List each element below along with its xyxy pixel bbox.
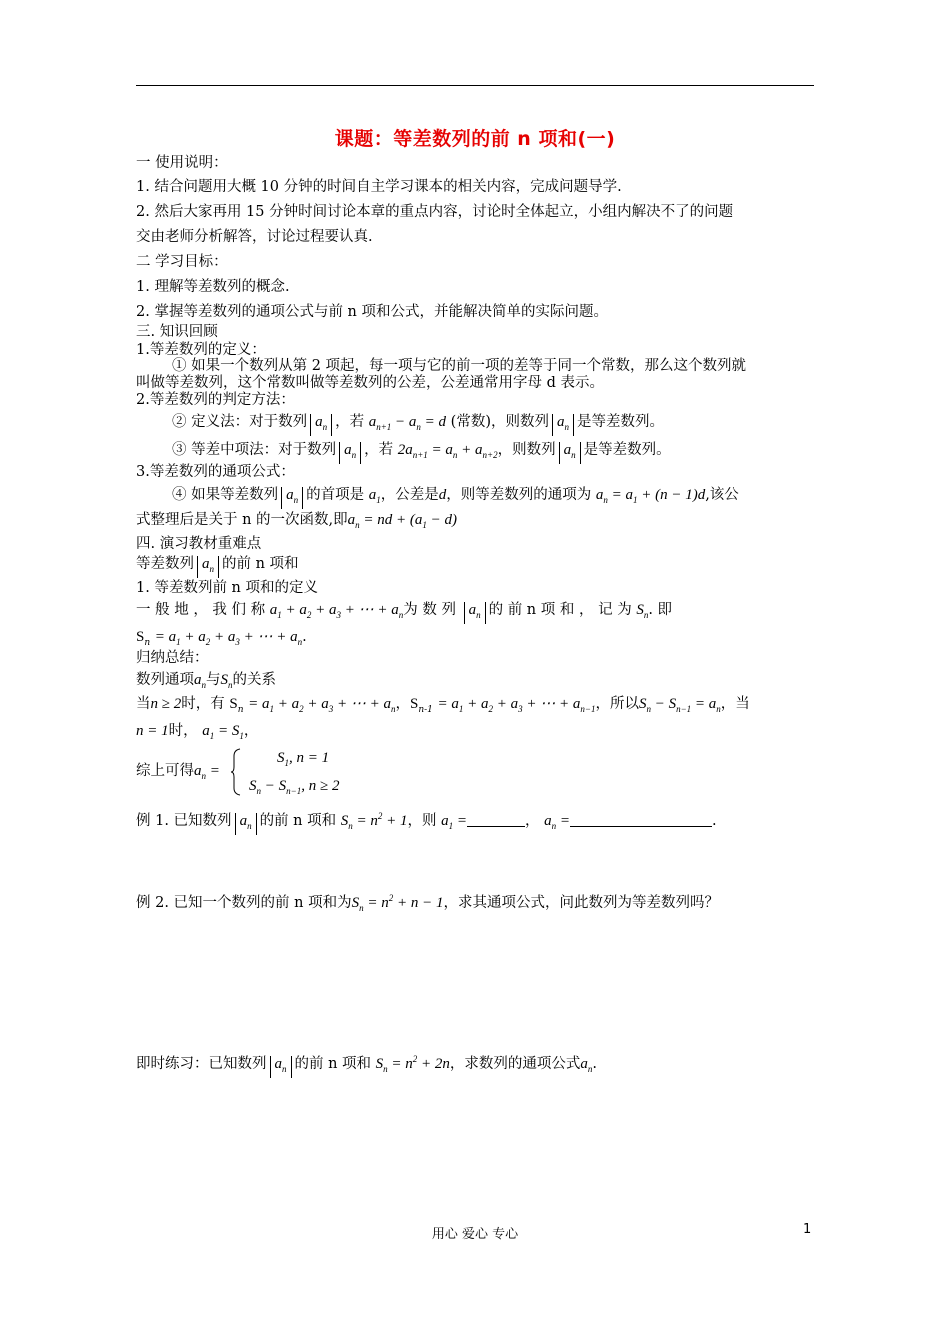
sum-definition-text: 一 般 地 ， 我 们 称 $a_1 + a_2 + a_3$ + ⋯ + $a_n$为 数 列 $a_n$ 的 前 n 项 和 ， 记 为 $S_n$. 即 (136, 600, 672, 625)
goal-item-2: 2. 掌握等差数列的通项公式与前 n 项和公式，并能解决简单的实际问题。 (136, 304, 608, 320)
page-number: 1 (803, 1222, 812, 1237)
review-heading: 三. 知识回顾 (136, 324, 218, 340)
piecewise-brace (230, 748, 242, 796)
general-term-formula-cont: 式整理后是关于 n 的一次函数,即$a_n$ = nd + $(a_1 - d)$ (136, 512, 458, 530)
header-rule (136, 85, 814, 86)
usage-item-1: 1. 结合问题用大概 10 分钟的时间自主学习课本的相关内容，完成问题导学. (136, 179, 622, 195)
usage-item-2: 2. 然后大家再用 15 分钟时间讨论本章的重点内容，讨论时全体起立，小组内解决不了的问题 (136, 204, 734, 220)
topic-line: 等差数列 $a_n$ 的前 n 项和 (136, 554, 299, 578)
definition-heading: 1.等差数列的定义： (136, 342, 266, 358)
usage-item-2-cont: 交由老师分析解答，讨论过程要认真. (136, 229, 373, 245)
answer-blank-a1[interactable] (467, 812, 525, 827)
general-term-formula: ④ 如果等差数列 $a_n$ 的首项是 $a_1$，公差是d，则等差数列的通项为 $a_n = a_1 + (n - 1)d$,该公 (172, 485, 739, 510)
footer-motto: 用心 爱心 专心 (431, 1227, 519, 1242)
goals-heading: 二 学习目标： (136, 254, 228, 270)
page-title: 课题：等差数列的前 n 项和(一) (334, 128, 616, 150)
practice-heading: 四. 演习教材重难点 (136, 536, 262, 552)
judge-heading: 2.等差数列的判定方法： (136, 392, 295, 408)
relation-line: 数列通项$a_n$与$S_n$的关系 (136, 672, 276, 690)
relation-base-case: n = 1时， $a_1 = S_1$， (136, 723, 259, 741)
summary-label: 归纳总结： (136, 650, 209, 666)
judge-definition-method: ② 定义法：对于数列 $a_n$ ，若 $a_{n+1} - a_n = d$ (常数)，则数列 $a_n$ 是等差数列。 (172, 412, 664, 437)
piecewise-case-1: $S_1$, n = 1 (277, 750, 330, 768)
formula-heading: 3.等差数列的通项公式： (136, 464, 295, 480)
example-2: 例 2. 已知一个数列的前 n 项和为$S_n = n^2 + n - 1$，求其通项公式，问此数列为等差数列吗？ (136, 893, 719, 913)
answer-blank-an[interactable] (570, 812, 712, 827)
goal-item-1: 1. 理解等差数列的概念. (136, 279, 290, 295)
piecewise-label: 综上可得$a_n$ = (136, 763, 220, 781)
example-1: 例 1. 已知数列 $a_n$ 的前 n 项和 $S_n = n^2 + 1$，则 $a_1$ = ， $a_n$ = . (136, 806, 717, 836)
definition-text: ① 如果一个数列从第 2 项起，每一项与它的前一项的差等于同一个常数，那么这个数列就 (172, 358, 747, 374)
judge-middle-term-method: ③ 等差中项法：对于数列 $a_n$ ，若 $2a_{n+1} = a_n + a_{n+2}$，则数列 $a_n$ 是等差数列。 (172, 440, 671, 465)
sum-definition-heading: 1. 等差数列前 n 项和的定义 (136, 580, 318, 596)
usage-heading: 一 使用说明： (136, 155, 228, 171)
definition-text-cont: 叫做等差数列，这个常数叫做等差数列的公差，公差通常用字母 d 表示。 (136, 375, 604, 391)
piecewise-case-2: $S_n - S_{n-1}$, n ≥ 2 (249, 778, 340, 796)
instant-practice: 即时练习：已知数列 $a_n$ 的前 n 项和 $S_n = n^2 + 2n$，求数列的通项公式$a_n$. (136, 1049, 597, 1079)
sum-definition-formula: $S_n = a_1 + a_2 + a_3$ + ⋯ + $a_n$. (136, 629, 307, 648)
relation-derivation: 当n ≥ 2时，有 $S_n = a_1 + a_2 + a_3$ + ⋯ + $a_n$，$S_{n-1} = a_1 + a_2 + a_3$ + ⋯ + $a_{n-1}$，所以$S_n - S_{n-1} = a_n$，当 (136, 696, 750, 715)
